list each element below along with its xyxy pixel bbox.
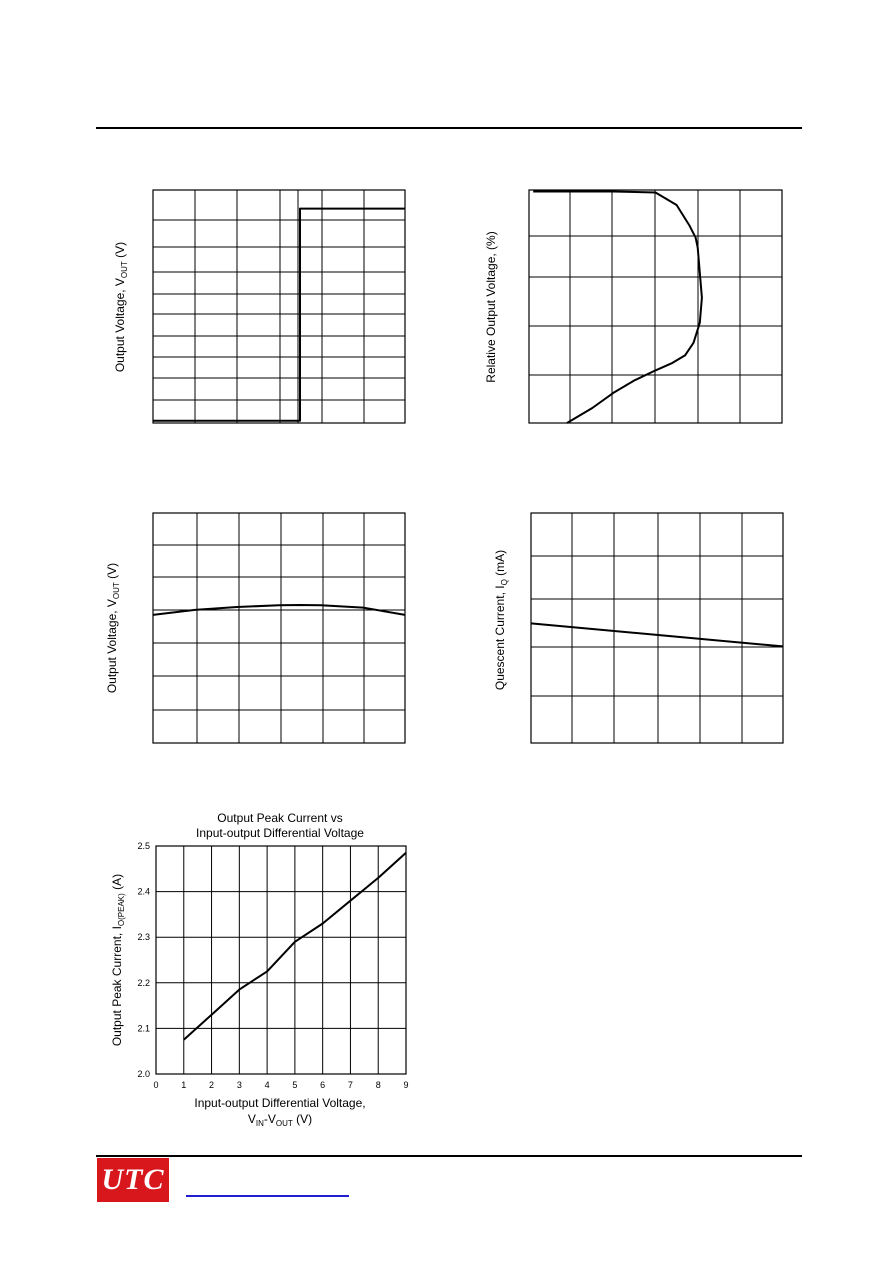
x-tick-label: 3 xyxy=(236,1080,242,1090)
y-tick-label: 2.1 xyxy=(137,1023,150,1034)
y-tick-label: 2.0 xyxy=(137,1069,150,1079)
x-tick-label: 0 xyxy=(153,1080,159,1090)
chart-4-ylabel: Quescent Current, $I_Q$ (mA) xyxy=(493,549,509,691)
x-tick-label: 8 xyxy=(375,1080,381,1090)
chart-5-ylabel: Output Peak Current, $I_{O(PEAK)}$ (A) xyxy=(110,873,126,1047)
chart-5-title-line1: Output Peak Current vs xyxy=(217,811,343,825)
x-tick-label: 2 xyxy=(209,1080,215,1090)
x-tick-label: 7 xyxy=(347,1080,353,1090)
y-tick-label: 2.3 xyxy=(137,932,150,943)
plot-frame xyxy=(156,846,406,1074)
y-tick-label: 2.2 xyxy=(137,977,150,988)
y-tick-label: 2.5 xyxy=(137,841,150,851)
y-tick-label: 2.4 xyxy=(137,886,150,897)
x-tick-label: 9 xyxy=(403,1080,409,1090)
chart-5-xlabel-line1: Input-output Differential Voltage, xyxy=(194,1096,366,1110)
chart-5-plot xyxy=(137,841,408,1090)
utc-logo: UTC xyxy=(97,1158,169,1202)
chart-5-title-line2: Input-output Differential Voltage xyxy=(196,826,364,840)
chart-3-ylabel: Output Voltage, $V_{OUT}$ (V) xyxy=(105,562,121,694)
x-tick-label: 1 xyxy=(181,1080,187,1090)
footer-rule xyxy=(96,1155,802,1157)
chart-1-ylabel: Output Voltage, $V_{OUT}$ (V) xyxy=(113,241,129,373)
x-tick-label: 4 xyxy=(264,1080,270,1090)
chart-5-xlabel-line2: $V_{IN}-V_{OUT}$ (V) xyxy=(247,1112,313,1128)
chart-2-ylabel: Relative Output Voltage, (%) xyxy=(484,231,498,383)
footer-link-underline[interactable] xyxy=(186,1195,349,1197)
x-tick-label: 6 xyxy=(320,1080,326,1090)
x-tick-label: 5 xyxy=(292,1080,298,1090)
